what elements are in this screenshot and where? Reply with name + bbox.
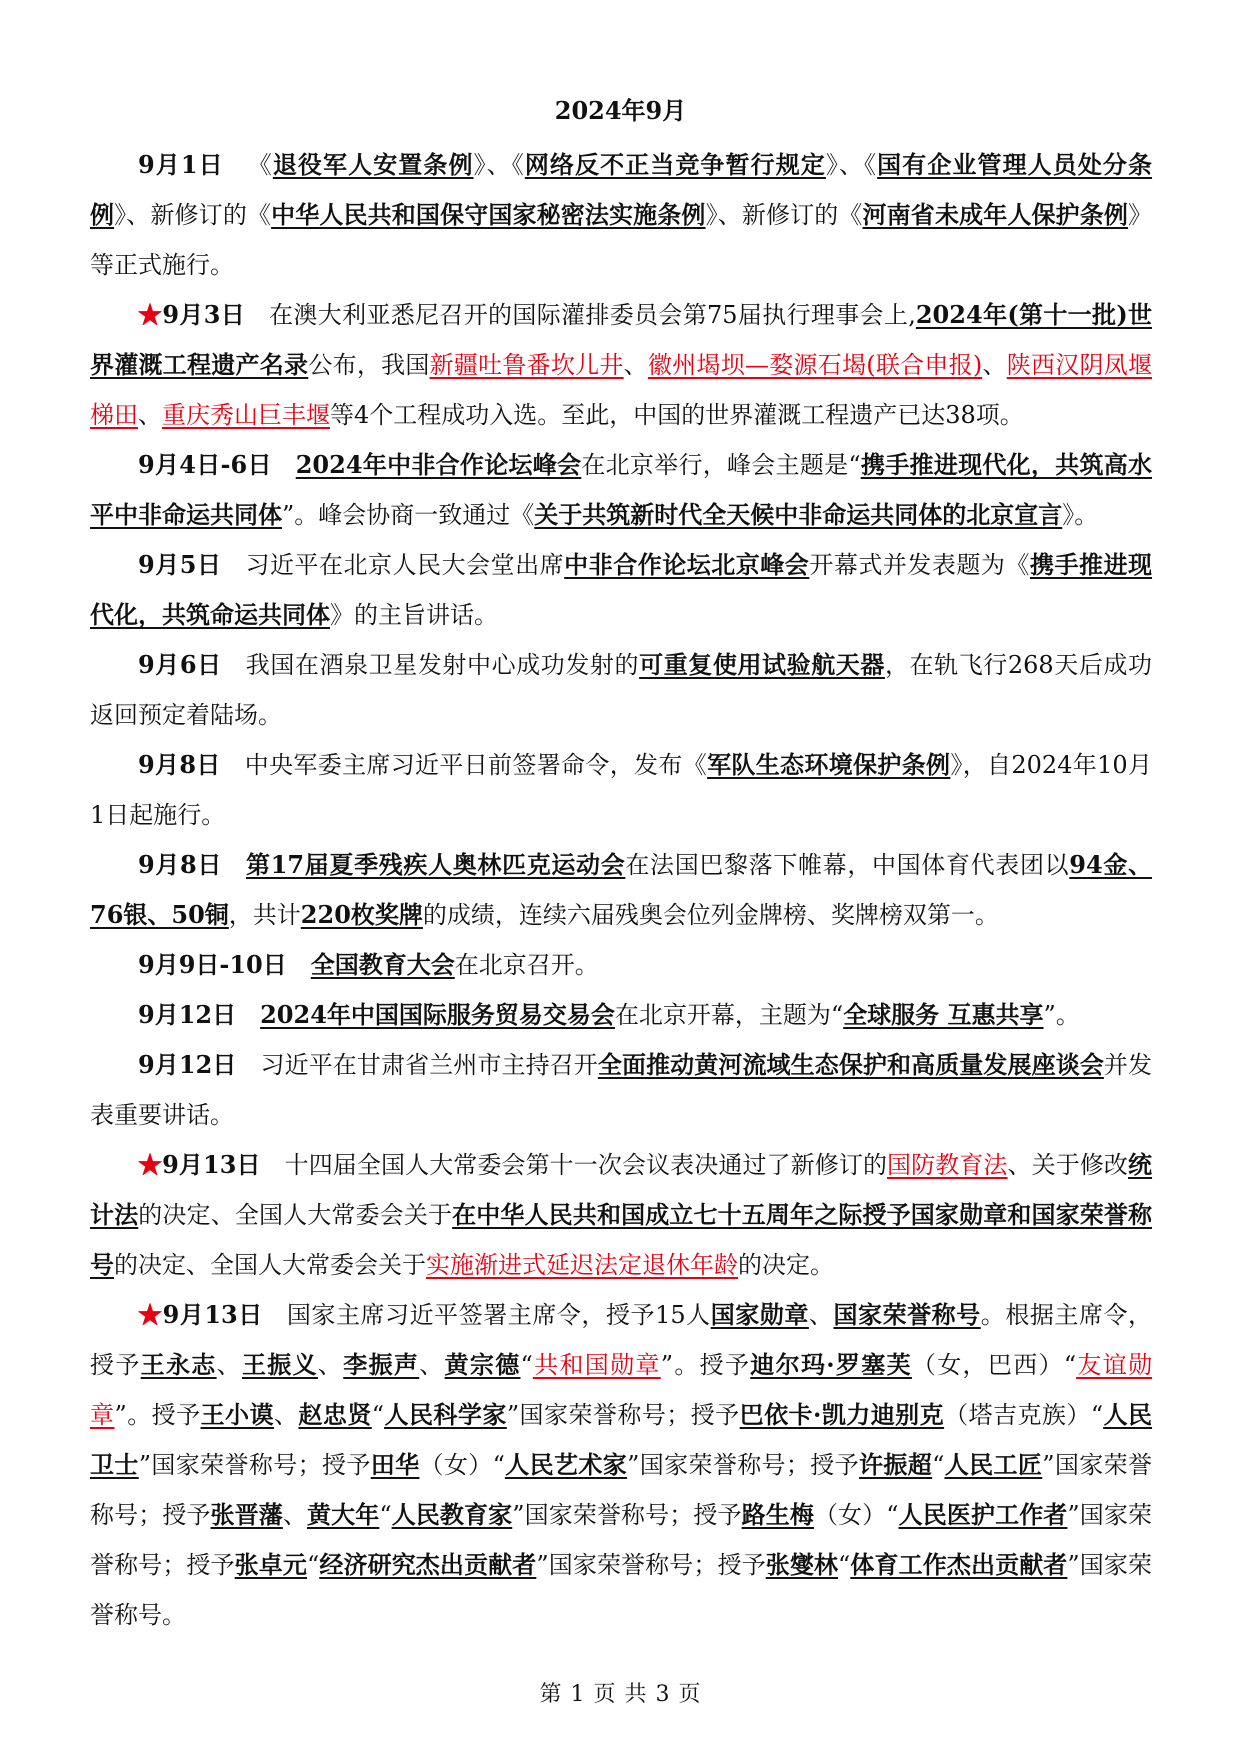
entry-text: 在北京举行，峰会主题是“	[581, 451, 861, 479]
highlighted-term: 实施渐进式延迟法定退休年龄	[426, 1251, 738, 1279]
entry-paragraph	[90, 990, 1152, 1040]
entry-text: “	[306, 1551, 320, 1579]
entry-text: 并发表重要讲话。	[90, 1051, 1153, 1129]
entry-date-text: 9月1日	[138, 150, 224, 179]
entry-date	[138, 850, 222, 879]
entry-text: 习近平在北京人民大会堂出席	[245, 551, 565, 579]
highlighted-term: 人民艺术家	[504, 1450, 628, 1479]
entry-date-text: 9月5日	[138, 550, 222, 579]
entry-text: 》、新修订的《	[705, 201, 863, 229]
highlighted-term: 全面推动黄河流域生态保护和高质量发展座谈会	[597, 1050, 1104, 1079]
entry-paragraph	[90, 1140, 1152, 1290]
entry-text: ”国家荣誉称号。	[90, 1551, 1153, 1629]
highlighted-term: 河南省未成年人保护条例	[862, 200, 1129, 229]
highlighted-term: 新疆吐鲁番坎儿井	[429, 351, 624, 379]
entry-text: ”国家荣誉称号；授予	[138, 1451, 371, 1479]
highlighted-term: 关于共筑新时代全天候中非命运共同体的北京宣言	[534, 500, 1063, 529]
entry-text: ”国家荣誉称号；授予	[536, 1551, 766, 1579]
entry-text: 、	[273, 1401, 299, 1429]
entry-text: 》。	[1062, 501, 1099, 529]
entry-date-text: 9月12日	[138, 1000, 237, 1029]
entry-paragraph	[90, 140, 1152, 290]
entry-text: 中央军委主席习近平日前签署命令，发布《	[244, 751, 708, 779]
entry-text: 、	[216, 1351, 242, 1379]
entry-text: 在北京召开。	[454, 951, 599, 979]
entry-text: “	[932, 1451, 945, 1479]
entry-paragraph	[90, 640, 1152, 740]
entry-text: “	[379, 1501, 392, 1529]
entry-text: 、	[623, 351, 648, 379]
entry-text: ，共计	[228, 901, 301, 929]
entry-text: （女）“	[813, 1501, 899, 1529]
entry-text: 、	[317, 1351, 344, 1379]
entry-date	[138, 1050, 237, 1079]
entry-text: 》等正式施行。	[90, 201, 1153, 279]
highlighted-term: 路生梅	[741, 1500, 814, 1529]
highlighted-term: 人民科学家	[384, 1400, 507, 1429]
entry-text: 的决定、全国人大常委会关于	[114, 1251, 426, 1279]
highlighted-term: 可重复使用试验航天器	[639, 650, 885, 679]
entry-paragraph	[90, 840, 1152, 940]
entry-date	[138, 650, 222, 679]
highlighted-term: 2024年(第十一批)世界灌溉工程遗产名录	[90, 300, 1153, 379]
highlighted-term: 许振超	[859, 1450, 933, 1479]
entry-date	[138, 550, 221, 579]
highlighted-term: 重庆秀山巨丰堰	[162, 401, 330, 429]
entry-text: 、	[808, 1301, 834, 1329]
entry-text: （女）“	[419, 1451, 505, 1479]
highlighted-term: 人民医护工作者	[898, 1500, 1068, 1529]
entry-date-text: 9月3日	[162, 300, 246, 329]
entry-text: 公布，我国	[308, 351, 430, 379]
entry-text: 习近平在甘肃省兰州市主持召开	[260, 1051, 598, 1079]
highlighted-term: 中华人民共和国保守国家秘密法实施条例	[271, 200, 706, 229]
entry-date	[138, 1300, 263, 1329]
highlighted-term: 黄大年	[306, 1500, 380, 1529]
highlighted-term: 人民卫士	[90, 1400, 1153, 1479]
entry-date	[138, 300, 245, 329]
entry-text: ，在轨飞行268天后成功返回预定着陆场。	[90, 651, 1153, 729]
highlighted-term: 赵忠贤	[298, 1400, 372, 1429]
highlighted-term: 巴依卡·凯力迪别克	[739, 1400, 945, 1429]
highlighted-term: 2024年中非合作论坛峰会	[295, 450, 582, 479]
entry-date-text: 9月6日	[138, 650, 222, 679]
entry-date-text: 9月13日	[162, 1150, 261, 1179]
highlighted-term: 国家荣誉称号	[833, 1300, 981, 1329]
entry-date	[138, 750, 221, 779]
entry-text: ”国家荣誉称号；授予	[627, 1451, 860, 1479]
highlighted-term: 网络反不正当竞争暂行规定	[524, 150, 826, 179]
entry-text: （女，巴西）“	[911, 1351, 1077, 1379]
entry-date	[138, 150, 224, 179]
highlighted-term: 田华	[370, 1450, 420, 1479]
highlighted-term: 退役军人安置条例	[272, 150, 474, 179]
entry-text: 在北京开幕，主题为“	[614, 1001, 844, 1029]
entry-text: “	[520, 1351, 533, 1379]
entry-text: ”。	[1043, 1001, 1080, 1029]
entry-paragraph	[90, 740, 1152, 840]
highlighted-term: 王永志	[140, 1350, 217, 1379]
highlighted-term: 友谊勋章	[90, 1351, 1153, 1429]
highlighted-term: 国家勋章	[710, 1300, 809, 1329]
highlighted-term: 全国教育大会	[310, 950, 455, 979]
highlighted-term: 携手推进现代化，共筑高水平中非命运共同体	[90, 450, 1153, 529]
entry-text: 》、新修订的《	[114, 201, 272, 229]
entry-paragraph	[90, 290, 1152, 440]
highlighted-term: 黄宗德	[444, 1350, 521, 1379]
entry-date	[138, 1000, 236, 1029]
highlighted-term: 迪尔玛·罗塞芙	[750, 1350, 912, 1379]
highlighted-term: 在中华人民共和国成立七十五周年之际授予国家勋章和国家荣誉称号	[90, 1200, 1153, 1279]
star-icon: ★	[138, 1300, 163, 1329]
entry-text: ”。授予	[660, 1351, 751, 1379]
entry-text: 、	[138, 401, 162, 429]
entry-text: 《	[247, 151, 273, 179]
entry-text: 》、《	[473, 151, 525, 179]
highlighted-term: 220枚奖牌	[300, 900, 423, 929]
entry-paragraph	[90, 440, 1152, 540]
entry-date-text: 9月13日	[162, 1300, 263, 1329]
highlighted-term: 军队生态环境保护条例	[707, 750, 951, 779]
highlighted-term: 中非合作论坛北京峰会	[564, 550, 810, 579]
entry-text: （塔吉克族）“	[944, 1401, 1104, 1429]
entry-text: 的决定。	[738, 1251, 834, 1279]
highlighted-term: 体育工作杰出贡献者	[850, 1550, 1068, 1579]
entry-paragraph	[90, 1040, 1152, 1140]
entry-date-text: 9月12日	[138, 1050, 237, 1079]
entry-text: ”国家荣誉称号；授予	[506, 1401, 740, 1429]
entry-paragraph	[90, 1290, 1152, 1640]
entry-text: ”。峰会协商一致通过《	[282, 501, 535, 529]
entry-date-text: 9月8日	[138, 850, 223, 879]
entry-text: 等4个工程成功入选。至此，中国的世界灌溉工程遗产已达38项。	[330, 401, 1024, 429]
entry-text: 国家主席习近平签署主席令，授予15人	[286, 1301, 711, 1329]
page-title: 2024年9月	[554, 96, 687, 125]
entry-text: 、	[282, 1501, 307, 1529]
highlighted-term: 国防教育法	[887, 1151, 1008, 1179]
highlighted-term: 张卓元	[234, 1550, 307, 1579]
highlighted-term: 国有企业管理人员处分条例	[90, 150, 1153, 229]
entry-date	[138, 950, 287, 979]
entry-date-text: 9月8日	[138, 750, 221, 779]
entry-text: 、	[982, 351, 1007, 379]
highlighted-term: 经济研究杰出贡献者	[319, 1550, 537, 1579]
highlighted-term: 张燮林	[765, 1550, 839, 1579]
star-icon: ★	[138, 300, 163, 329]
entry-text: 》、《	[825, 151, 878, 179]
entry-text: ”国家荣誉称号；授予	[90, 1451, 1153, 1529]
entry-text: 开幕式并发表题为《	[809, 551, 1030, 579]
highlighted-term: 人民工匠	[944, 1450, 1043, 1479]
highlighted-term: 94金、76银、50铜	[90, 850, 1153, 929]
entry-date-text: 9月4日-6日	[138, 450, 272, 479]
entry-text: “	[838, 1551, 851, 1579]
entry-text: 在法国巴黎落下帷幕，中国体育代表团以	[625, 851, 1070, 879]
highlighted-term: 王小谟	[200, 1400, 274, 1429]
highlighted-term: 王振义	[241, 1350, 318, 1379]
star-icon: ★	[138, 1150, 163, 1179]
entry-text: 》的主旨讲话。	[330, 601, 498, 629]
entry-text: 在澳大利亚悉尼召开的国际灌排委员会第75届执行理事会上,	[269, 301, 916, 329]
highlighted-term: 统计法	[90, 1150, 1153, 1229]
entry-date	[138, 1150, 261, 1179]
chronicle-entries	[90, 140, 1152, 1640]
entry-text: 的成绩，连续六届残奥会位列金牌榜、奖牌榜双第一。	[422, 901, 999, 929]
highlighted-term: 徽州堨坝—婺源石堨(联合申报)	[647, 351, 983, 379]
entry-date	[138, 450, 272, 479]
highlighted-term: 2024年中国国际服务贸易交易会	[260, 1000, 615, 1029]
entry-paragraph	[90, 940, 1152, 990]
entry-text: 、	[419, 1351, 445, 1379]
highlighted-term: 陕西汉阴凤堰梯田	[90, 351, 1153, 429]
entry-text: ”国家荣誉称号；授予	[90, 1501, 1153, 1579]
page-footer: 第 1 页 共 3 页	[539, 1682, 702, 1707]
entry-text: ”国家荣誉称号；授予	[512, 1501, 742, 1529]
entry-text: 》，自2024年10月1日起施行。	[90, 751, 1153, 829]
entry-date-text: 9月9日-10日	[138, 950, 287, 979]
entry-text: 、关于修改	[1007, 1151, 1129, 1179]
entry-text: 我国在酒泉卫星发射中心成功发射的	[245, 651, 640, 679]
entry-text: ”。授予	[114, 1401, 201, 1429]
highlighted-term: 第17届夏季残疾人奥林匹克运动会	[246, 850, 626, 879]
highlighted-term: 携手推进现代化，共筑命运共同体	[90, 550, 1153, 629]
highlighted-term: 全球服务 互惠共享	[843, 1000, 1044, 1029]
highlighted-term: 张晋藩	[210, 1500, 283, 1529]
highlighted-term: 人民教育家	[391, 1500, 513, 1529]
entry-text: 十四届全国人大常委会第十一次会议表决通过了新修订的	[284, 1151, 888, 1179]
highlighted-term: 共和国勋章	[532, 1351, 661, 1379]
entry-text: 的决定、全国人大常委会关于	[138, 1201, 453, 1229]
entry-text: “	[371, 1401, 385, 1429]
entry-paragraph	[90, 540, 1152, 640]
entry-text: 。根据主席令，授予	[90, 1301, 1153, 1379]
highlighted-term: 李振声	[343, 1350, 420, 1379]
